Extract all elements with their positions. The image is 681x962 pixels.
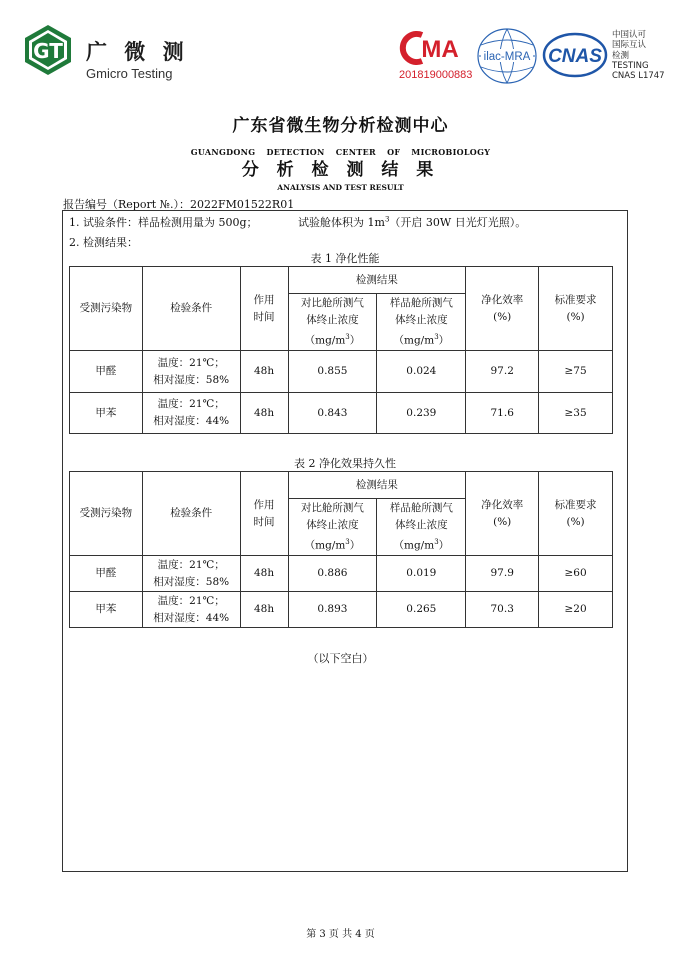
cell-temp: 温度：21℃； xyxy=(157,356,225,369)
cell-time: 48h xyxy=(240,351,288,393)
brand-name-cn: 广 微 测 xyxy=(86,40,189,64)
cell-standard: ≥75 xyxy=(539,351,613,393)
header-control-2: 体终止浓度 xyxy=(306,313,359,326)
header-time-2: 时间 xyxy=(253,310,275,323)
table-row xyxy=(70,351,613,393)
cma-number: 201819000883 xyxy=(399,69,473,81)
header-sample-1: 样品舱所测气 xyxy=(389,296,453,309)
table1 xyxy=(69,266,613,434)
cell-efficiency: 97.9 xyxy=(466,556,539,592)
header-efficiency xyxy=(466,472,539,556)
ilac-logo-text: ilac-MRA xyxy=(483,51,531,63)
cnas-line: 检测 xyxy=(612,50,630,61)
cnas-line: CNAS L1747 xyxy=(612,71,665,82)
cnas-line: 中国认可 xyxy=(612,30,647,40)
cell-time: 48h xyxy=(240,556,288,592)
cell-standard: ≥35 xyxy=(539,393,613,434)
brand-name-en: Gmicro Testing xyxy=(86,66,173,81)
header-eff-1: 净化效率 xyxy=(481,293,524,306)
cell-time: 48h xyxy=(240,393,288,434)
header-time xyxy=(240,472,288,556)
cell-control: 0.893 xyxy=(288,592,377,628)
header-std-1: 标准要求 xyxy=(554,498,597,511)
cell-humidity: 相对湿度：44% xyxy=(153,415,230,427)
report-number: 报告编号（Report №.）：2022FM01522R01 xyxy=(63,198,295,211)
table-row xyxy=(70,393,613,434)
cell-pollutant: 甲醛 xyxy=(70,556,143,592)
header-time-1: 作用 xyxy=(253,498,275,511)
cell-sample: 0.265 xyxy=(377,592,466,628)
header-control-unit: $(mg/m^3)$ xyxy=(304,537,361,552)
cell-humidity: 相对湿度：58% xyxy=(153,575,230,588)
cell-condition xyxy=(142,592,240,628)
gmicro-logo-icon xyxy=(22,24,74,76)
header-std-2: (%) xyxy=(566,515,585,528)
cell-efficiency: 97.2 xyxy=(466,351,539,393)
org-title-cn: 广东省微生物分析检测中心 xyxy=(232,116,449,136)
table-row xyxy=(70,592,613,628)
table2 xyxy=(69,471,613,628)
header-control-1: 对比舱所测气 xyxy=(300,501,364,514)
header-control-2: 体终止浓度 xyxy=(306,518,359,531)
blank-below-note: （以下空白） xyxy=(307,652,374,665)
header-control-unit: $(mg/m^3)$ xyxy=(304,332,361,347)
cma-logo-text: MA xyxy=(421,36,459,63)
header-control-1: 对比舱所测气 xyxy=(300,296,364,309)
test-condition-1: 1. 试验条件：样品检测用量为 500g； xyxy=(69,216,258,229)
header-sample-unit: $(mg/m^3)$ xyxy=(393,537,450,552)
header-sample-unit: $(mg/m^3)$ xyxy=(393,332,450,347)
header-std-1: 标准要求 xyxy=(554,293,597,306)
table2-caption: 表 2 净化效果持久性 xyxy=(294,457,396,470)
cell-condition xyxy=(142,351,240,393)
report-title-cn: 分 析 检 测 结 果 xyxy=(241,160,440,180)
header-standard xyxy=(539,267,613,351)
unit-sup: 3 xyxy=(434,332,439,341)
header-control xyxy=(288,499,377,556)
table-row xyxy=(70,556,613,592)
lighting-text: （开启 30W 日光灯光照）。 xyxy=(389,216,527,229)
page-footer: 第 3 页 共 4 页 xyxy=(306,929,375,940)
cell-standard: ≥20 xyxy=(539,592,613,628)
cell-temp: 温度：21℃； xyxy=(157,558,225,571)
cell-sample: 0.239 xyxy=(377,393,466,434)
cell-temp: 温度：21℃； xyxy=(157,594,225,607)
cell-control: 0.855 xyxy=(288,351,377,393)
unit-sup: 3 xyxy=(345,537,350,546)
header-pollutant: 受测污染物 xyxy=(70,472,143,556)
header-efficiency xyxy=(466,267,539,351)
header-control xyxy=(288,294,377,351)
header-eff-1: 净化效率 xyxy=(481,498,524,511)
chamber-volume-sup: 3 xyxy=(384,215,390,224)
cnas-line: 国际互认 xyxy=(612,40,647,51)
test-condition-2 xyxy=(298,214,526,230)
chamber-volume-text: 试验舱体积为 1m xyxy=(298,216,385,229)
unit-sup: 3 xyxy=(434,537,439,546)
cnas-line: TESTING xyxy=(612,60,649,71)
header-result: 检测结果 xyxy=(288,472,466,499)
cnas-logo-text: CNAS xyxy=(548,46,602,67)
cell-pollutant: 甲苯 xyxy=(70,592,143,628)
svg-text:GT: GT xyxy=(33,39,63,63)
cell-condition xyxy=(142,556,240,592)
ilac-mra-logo-icon xyxy=(475,27,539,85)
header-condition: 检验条件 xyxy=(142,267,240,351)
unit: mg/m xyxy=(315,334,346,347)
header-standard xyxy=(539,472,613,556)
header-eff-2: (%) xyxy=(493,515,512,528)
cell-time: 48h xyxy=(240,592,288,628)
unit: mg/m xyxy=(404,334,435,347)
cell-sample: 0.024 xyxy=(377,351,466,393)
unit: mg/m xyxy=(315,539,346,552)
cma-logo-icon xyxy=(400,29,468,65)
header-condition: 检验条件 xyxy=(142,472,240,556)
cell-temp: 温度：21℃； xyxy=(157,398,225,410)
cnas-logo-icon xyxy=(542,32,608,78)
test-results-label: 2. 检测结果： xyxy=(69,236,138,249)
report-title-en: ANALYSIS AND TEST RESULT xyxy=(277,183,404,192)
header-pollutant: 受测污染物 xyxy=(70,267,143,351)
cell-humidity: 相对湿度：58% xyxy=(153,373,230,386)
cell-humidity: 相对湿度：44% xyxy=(153,611,230,624)
header-time-1: 作用 xyxy=(253,293,275,306)
unit-sup: 3 xyxy=(345,332,350,341)
cell-control: 0.886 xyxy=(288,556,377,592)
header-result: 检测结果 xyxy=(288,267,466,294)
table1-caption: 表 1 净化性能 xyxy=(310,252,380,265)
header-time-2: 时间 xyxy=(253,515,275,528)
cell-control: 0.843 xyxy=(288,393,377,434)
header-sample-2: 体终止浓度 xyxy=(395,518,448,531)
cell-condition xyxy=(142,393,240,434)
header-time xyxy=(240,267,288,351)
unit: mg/m xyxy=(404,539,435,552)
cell-pollutant: 甲醛 xyxy=(70,351,143,393)
cell-efficiency: 70.3 xyxy=(466,592,539,628)
cell-standard: ≥60 xyxy=(539,556,613,592)
cnas-accreditation-text xyxy=(612,30,665,81)
cell-pollutant: 甲苯 xyxy=(70,393,143,434)
header-sample xyxy=(377,294,466,351)
cell-efficiency: 71.6 xyxy=(466,393,539,434)
org-title-en: GUANGDONG DETECTION CENTER OF MICROBIOLOGY xyxy=(190,147,491,157)
header-std-2: (%) xyxy=(566,310,585,323)
header-sample-2: 体终止浓度 xyxy=(395,313,448,326)
cell-sample: 0.019 xyxy=(377,556,466,592)
header-eff-2: (%) xyxy=(493,310,512,323)
header-sample-1: 样品舱所测气 xyxy=(389,501,453,514)
header-sample xyxy=(377,499,466,556)
